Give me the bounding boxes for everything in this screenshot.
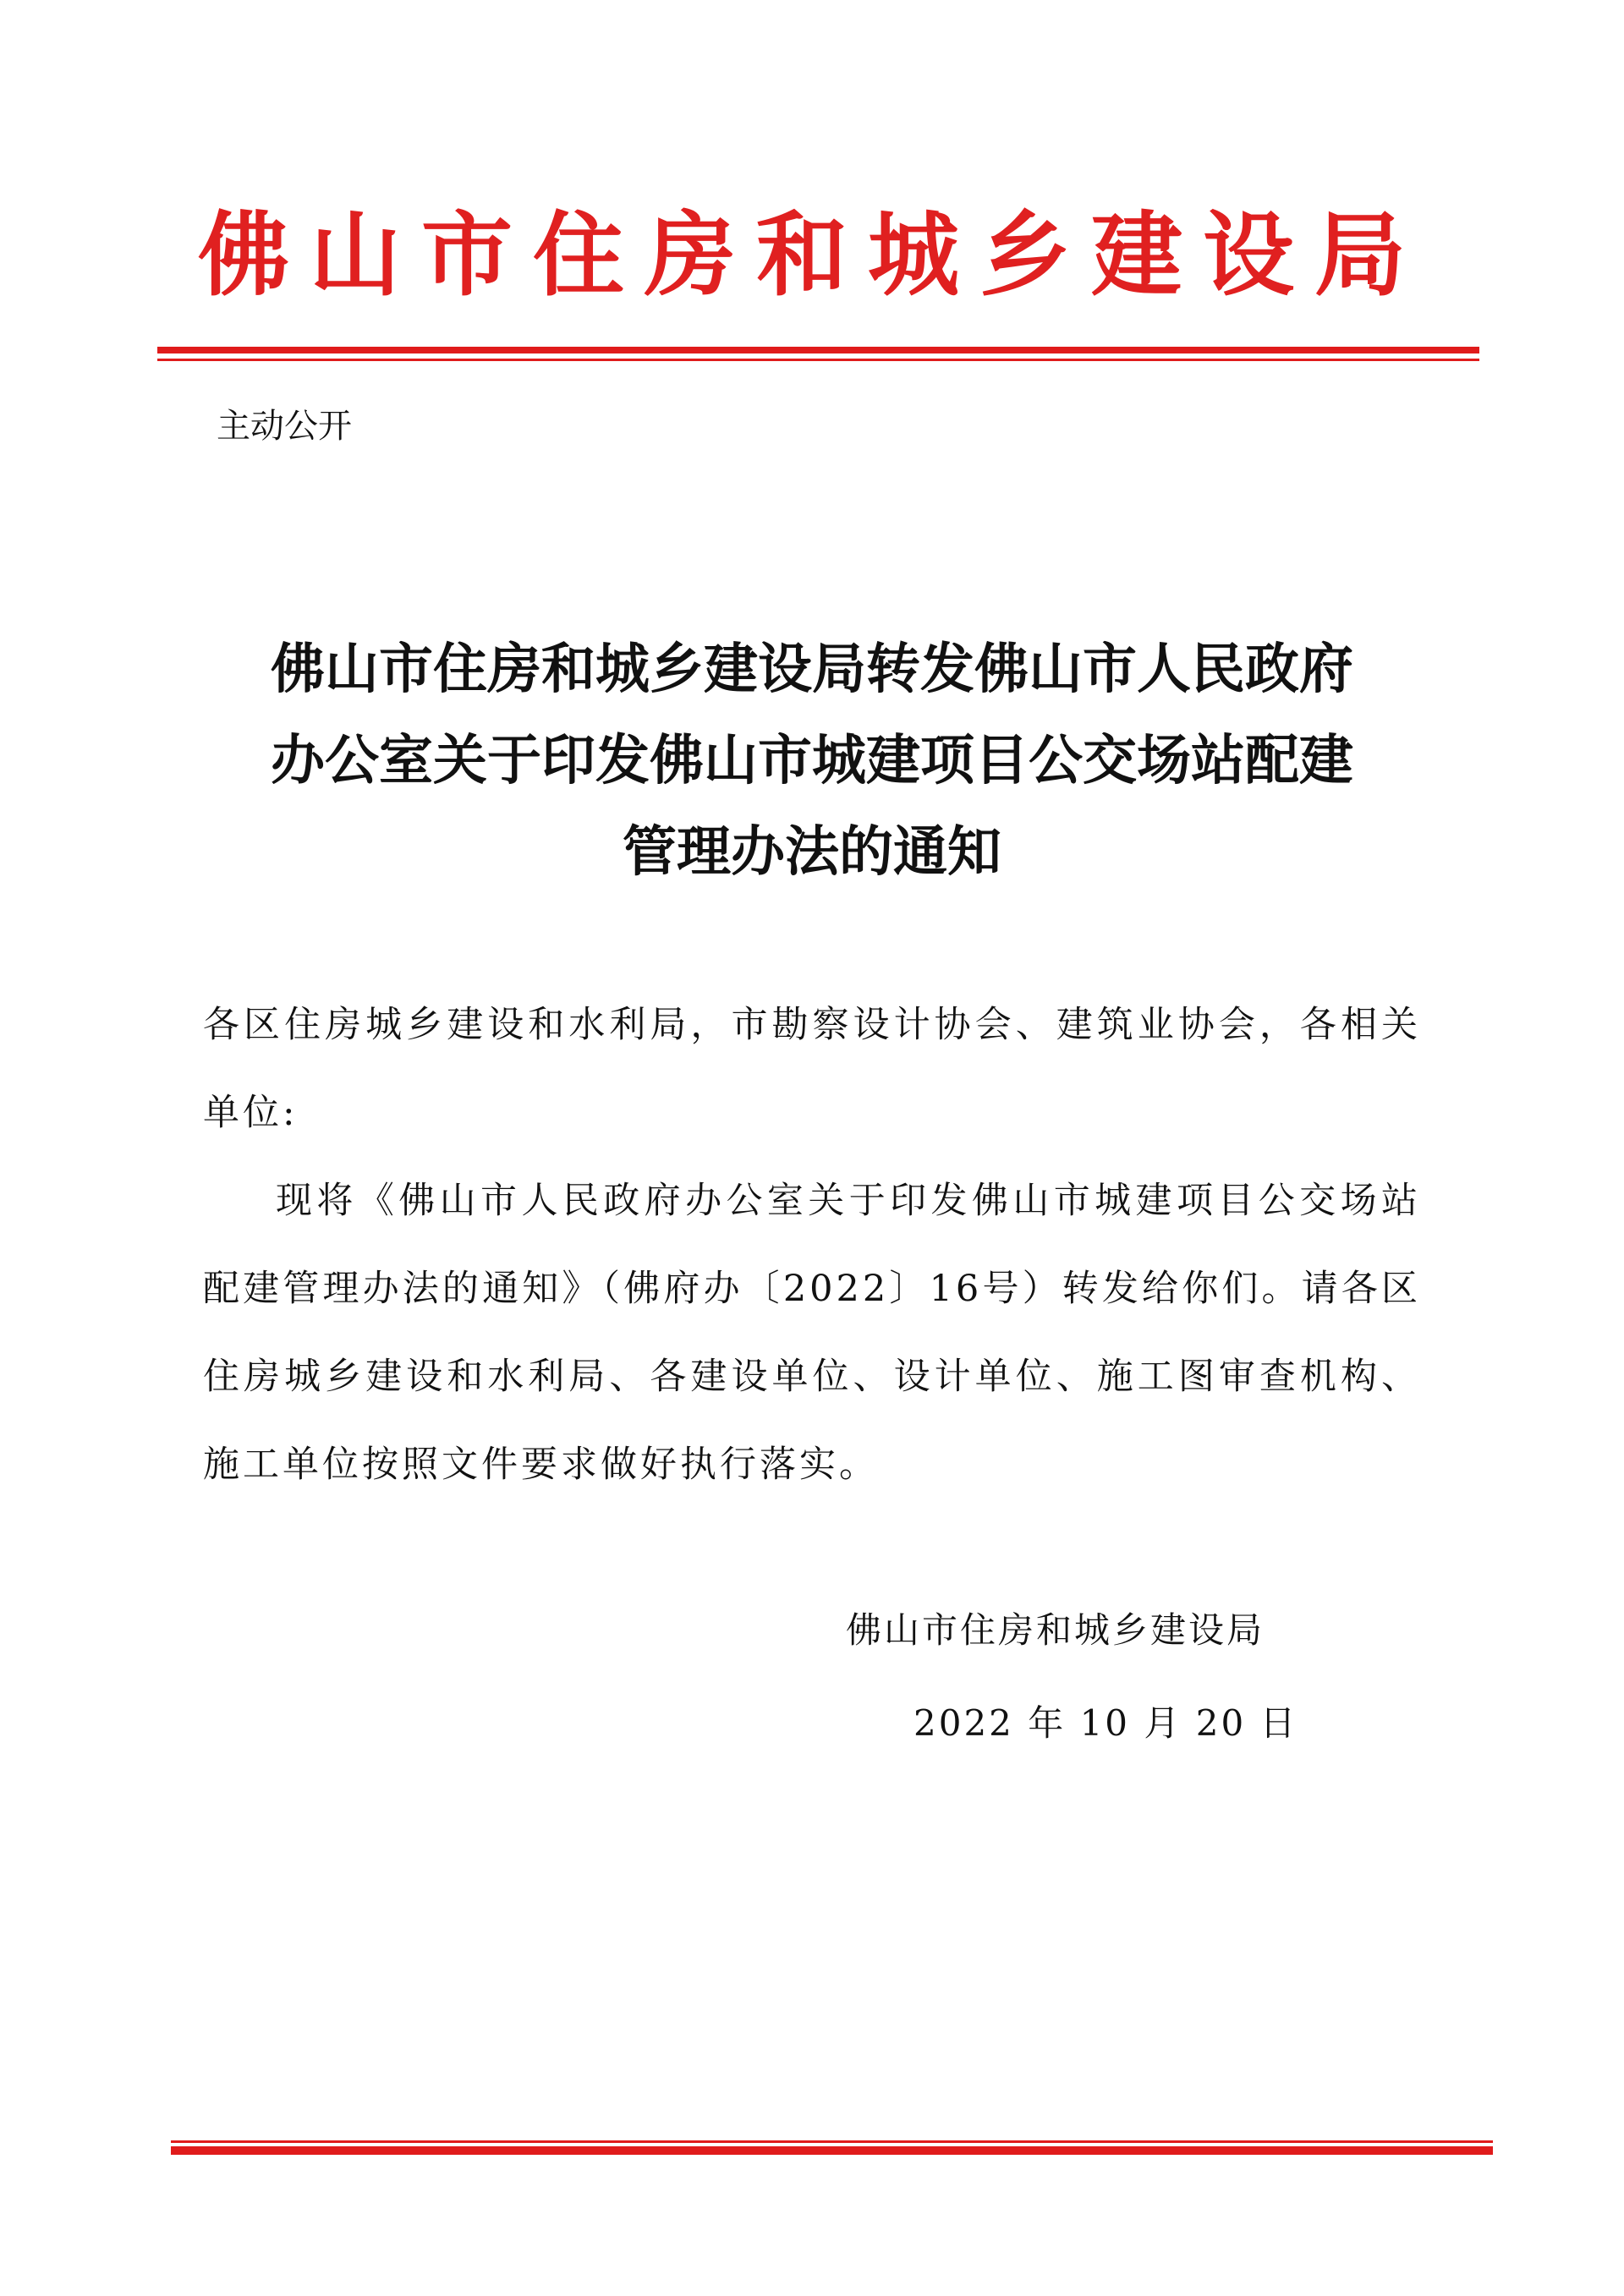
masthead-title: 佛山市住房和城乡建设局 [197,202,1426,309]
salutation: 各区住房城乡建设和水利局，市勘察设计协会、建筑业协会，各相关单位: [203,1004,1421,1134]
document-title [135,624,1489,898]
document-body [203,981,1421,1509]
signature-date: 2022 年 10 月 20 日 [914,1702,1298,1744]
title-line: 佛山市住房和城乡建设局转发佛山市人民政府 [271,638,1353,701]
body-paragraph: 现将《佛山市人民政府办公室关于印发佛山市城建项目公交场站配建管理办法的通知》（佛府办〔2022〕16号）转发给你们。请各区住房城乡建设和水利局、各建设单位、设计单位、施工图审查机构、施工单位按照文件要求做好执行落实。 [203,1180,1421,1486]
footer-rule-thick [171,2146,1493,2155]
title-line: 办公室关于印发佛山市城建项目公交场站配建 [271,729,1353,792]
disclosure-label: 主动公开 [217,407,352,446]
header-rule-thin [157,359,1479,361]
title-line: 管理办法的通知 [623,820,1001,884]
footer-rule-thin [171,2140,1493,2143]
header-rule-thick [157,347,1479,353]
signature-org: 佛山市住房和城乡建设局 [846,1609,1265,1651]
